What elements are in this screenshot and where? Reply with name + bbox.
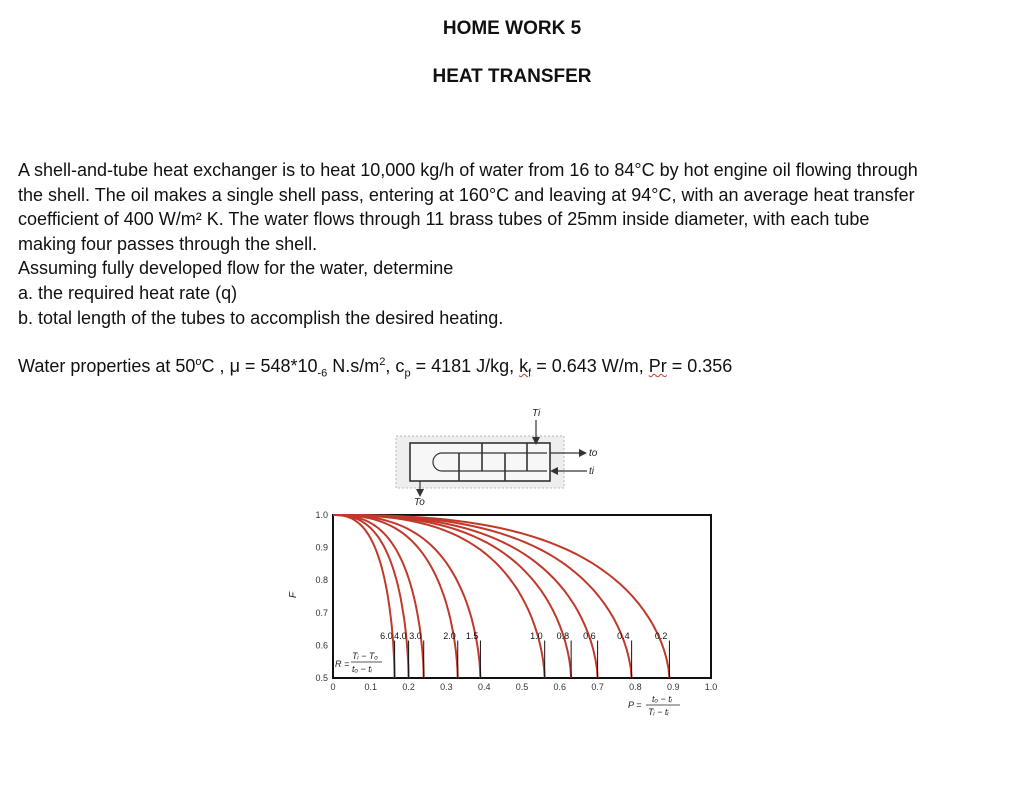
props-k-val: = 0.643 W/m, [531, 356, 649, 376]
correction-factor-chart [288, 510, 717, 717]
arrow-head [416, 489, 424, 497]
subject-title: HEAT TRANSFER [432, 66, 592, 87]
r-formula-denominator: tₒ − tᵢ [352, 664, 372, 674]
p-formula-denominator: Tᵢ − tᵢ [648, 707, 669, 717]
x-tick-labels [330, 682, 717, 692]
r-label-0.8: 0.8 [556, 630, 570, 641]
r-label-2.0: 2.0 [443, 630, 456, 641]
y-tick-labels [315, 510, 328, 683]
shell-body [410, 443, 550, 481]
r-label-3.0: 3.0 [409, 630, 422, 641]
p-formula-label: P = [628, 700, 642, 710]
props-cp-sub: p [404, 367, 411, 380]
y-tick-label: 0.6 [315, 640, 328, 651]
degree-sup: o [195, 356, 202, 368]
props-mu-exp: -6 [317, 367, 328, 380]
props-pr-val: = 0.356 [666, 356, 733, 376]
problem-line: A shell-and-tube heat exchanger is to heat 10,000 kg/h of water from 16 to 84°C by hot engine oil flowing through [18, 160, 918, 180]
arrow-head [579, 449, 587, 457]
problem-line: the shell. The oil makes a single shell pass, entering at 160°C and leaving at 94°C, with an average heat transfer [18, 184, 915, 205]
y-tick-label: 1.0 [315, 510, 328, 520]
r-label-0.6: 0.6 [583, 630, 596, 641]
r-formula-numerator: Tᵢ − Tₒ [352, 651, 378, 661]
p-formula-numerator: tₒ − tᵢ [652, 694, 672, 704]
r-label-0.4: 0.4 [617, 630, 630, 641]
problem-line: b. total length of the tubes to accomplish the desired heating. [18, 307, 504, 328]
y-tick-label: 0.8 [315, 575, 328, 586]
y-tick-label: 0.5 [315, 673, 328, 683]
problem-line: coefficient of 400 W/m² K. The water flows through 11 brass tubes of 25mm inside diameter, with each tube [18, 209, 870, 230]
r-label-1.0: 1.0 [530, 630, 543, 641]
x-tick-label: 0 [330, 682, 336, 692]
x-tick-label: 0.3 [440, 682, 453, 692]
shell-out-label: To [414, 497, 425, 508]
props-prefix: Water properties at 50 [18, 356, 196, 376]
x-tick-label: 0.2 [402, 682, 415, 692]
x-tick-label: 1.0 [704, 682, 718, 692]
x-tick-label: 0.4 [477, 682, 491, 692]
props-cp-val: = 4181 J/kg, [410, 356, 520, 376]
props-k-label: $k_f$ [519, 356, 532, 380]
y-tick-label: 0.7 [315, 607, 328, 618]
x-tick-label: 0.8 [629, 682, 642, 692]
problem-line: Assuming fully developed flow for the water, determine [18, 258, 454, 279]
tube-in-label: ti [589, 466, 594, 477]
p-formula [628, 694, 680, 717]
y-tick-label: 0.9 [315, 542, 328, 553]
props-mu-sup: 2 [379, 356, 386, 368]
x-tick-label: 0.9 [666, 682, 680, 692]
r-label-6.0: 6.0 [380, 630, 393, 641]
tube-out-label: to [589, 448, 598, 459]
props-mu-unit: N.s/m [327, 356, 380, 376]
homework-title: HOME WORK 5 [442, 18, 582, 39]
x-tick-label: 0.5 [515, 682, 529, 692]
exchanger-schematic [396, 408, 598, 508]
r-formula-label: R = [335, 659, 350, 669]
problem-line: making four passes through the shell. [18, 233, 318, 254]
props-c-unit: C , [201, 356, 230, 376]
x-tick-label: 0.6 [553, 682, 567, 692]
r-label-1.5: 1.5 [465, 630, 479, 641]
props-mu-label: μ = 548*10 [229, 356, 318, 376]
props-k-sub: f [528, 367, 532, 380]
props-pr-label: Pr [648, 356, 667, 376]
shell-in-label: Ti [532, 408, 541, 419]
props-cp-sep: , c [385, 356, 405, 376]
x-tick-label: 0.7 [591, 682, 604, 692]
r-label-4.0: 4.0 [394, 630, 407, 641]
x-tick-label: 0.1 [364, 682, 378, 692]
r-label-0.2: 0.2 [654, 630, 668, 641]
y-axis-label: F [288, 591, 299, 598]
problem-line: a. the required heat rate (q) [18, 282, 238, 303]
